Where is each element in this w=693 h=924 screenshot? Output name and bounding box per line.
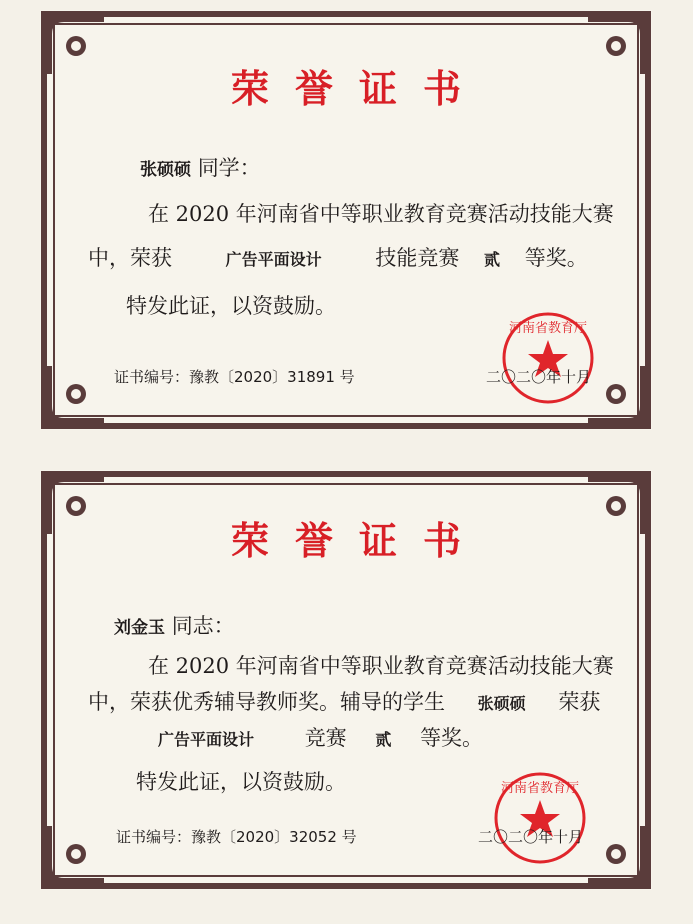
- certificate-number: 证书编号：豫教〔2020〕31891 号: [114, 368, 355, 386]
- salutation: 同志：: [171, 614, 235, 638]
- issue-date: 二〇二〇年十月: [486, 368, 592, 386]
- certificate-title: 荣誉证书: [230, 67, 487, 111]
- award-suffix: 荣获: [558, 690, 601, 714]
- award-prefix: 中，荣获: [88, 246, 172, 270]
- competition-label: 技能竞赛: [375, 246, 460, 270]
- certificate-1: [40, 10, 652, 430]
- body-line-2: [88, 686, 600, 716]
- seal-text: 河南省教育厅: [508, 321, 588, 336]
- student-name: 张硕硕: [477, 694, 526, 713]
- certificate-number: 证书编号：豫教〔2020〕32052 号: [116, 828, 357, 846]
- closing-text: 特发此证，以资鼓励。: [136, 770, 346, 794]
- official-seal: [500, 310, 596, 406]
- body-line-2: [88, 242, 588, 272]
- salutation: 同学：: [197, 156, 261, 180]
- competition-label: 竞赛: [304, 726, 347, 750]
- recipient-line: [114, 610, 235, 640]
- seal-text: 河南省教育厅: [500, 781, 580, 796]
- award-rank: 贰: [375, 730, 392, 749]
- recipient-name: 刘金玉: [114, 618, 165, 638]
- award-prefix: 中，荣获优秀辅导教师奖。辅导的学生: [88, 690, 445, 714]
- recipient-name: 张硕硕: [140, 160, 191, 180]
- award-suffix-2: 等奖。: [420, 726, 484, 750]
- certificate-2: [40, 470, 652, 890]
- project-name: 广告平面设计: [225, 250, 322, 269]
- closing-text: 特发此证，以资鼓励。: [126, 294, 336, 318]
- award-rank: 贰: [484, 250, 501, 269]
- certificate-title: 荣誉证书: [230, 519, 487, 563]
- body-line-1: 在 2020 年河南省中等职业教育竞赛活动技能大赛: [148, 202, 614, 226]
- body-line-1: 在 2020 年河南省中等职业教育竞赛活动技能大赛: [148, 654, 614, 678]
- body-line-3: [158, 722, 483, 752]
- award-suffix: 等奖。: [524, 246, 588, 270]
- official-seal: [492, 770, 588, 866]
- issue-date: 二〇二〇年十月: [478, 828, 584, 846]
- recipient-line: [140, 152, 261, 182]
- project-name: 广告平面设计: [158, 730, 255, 749]
